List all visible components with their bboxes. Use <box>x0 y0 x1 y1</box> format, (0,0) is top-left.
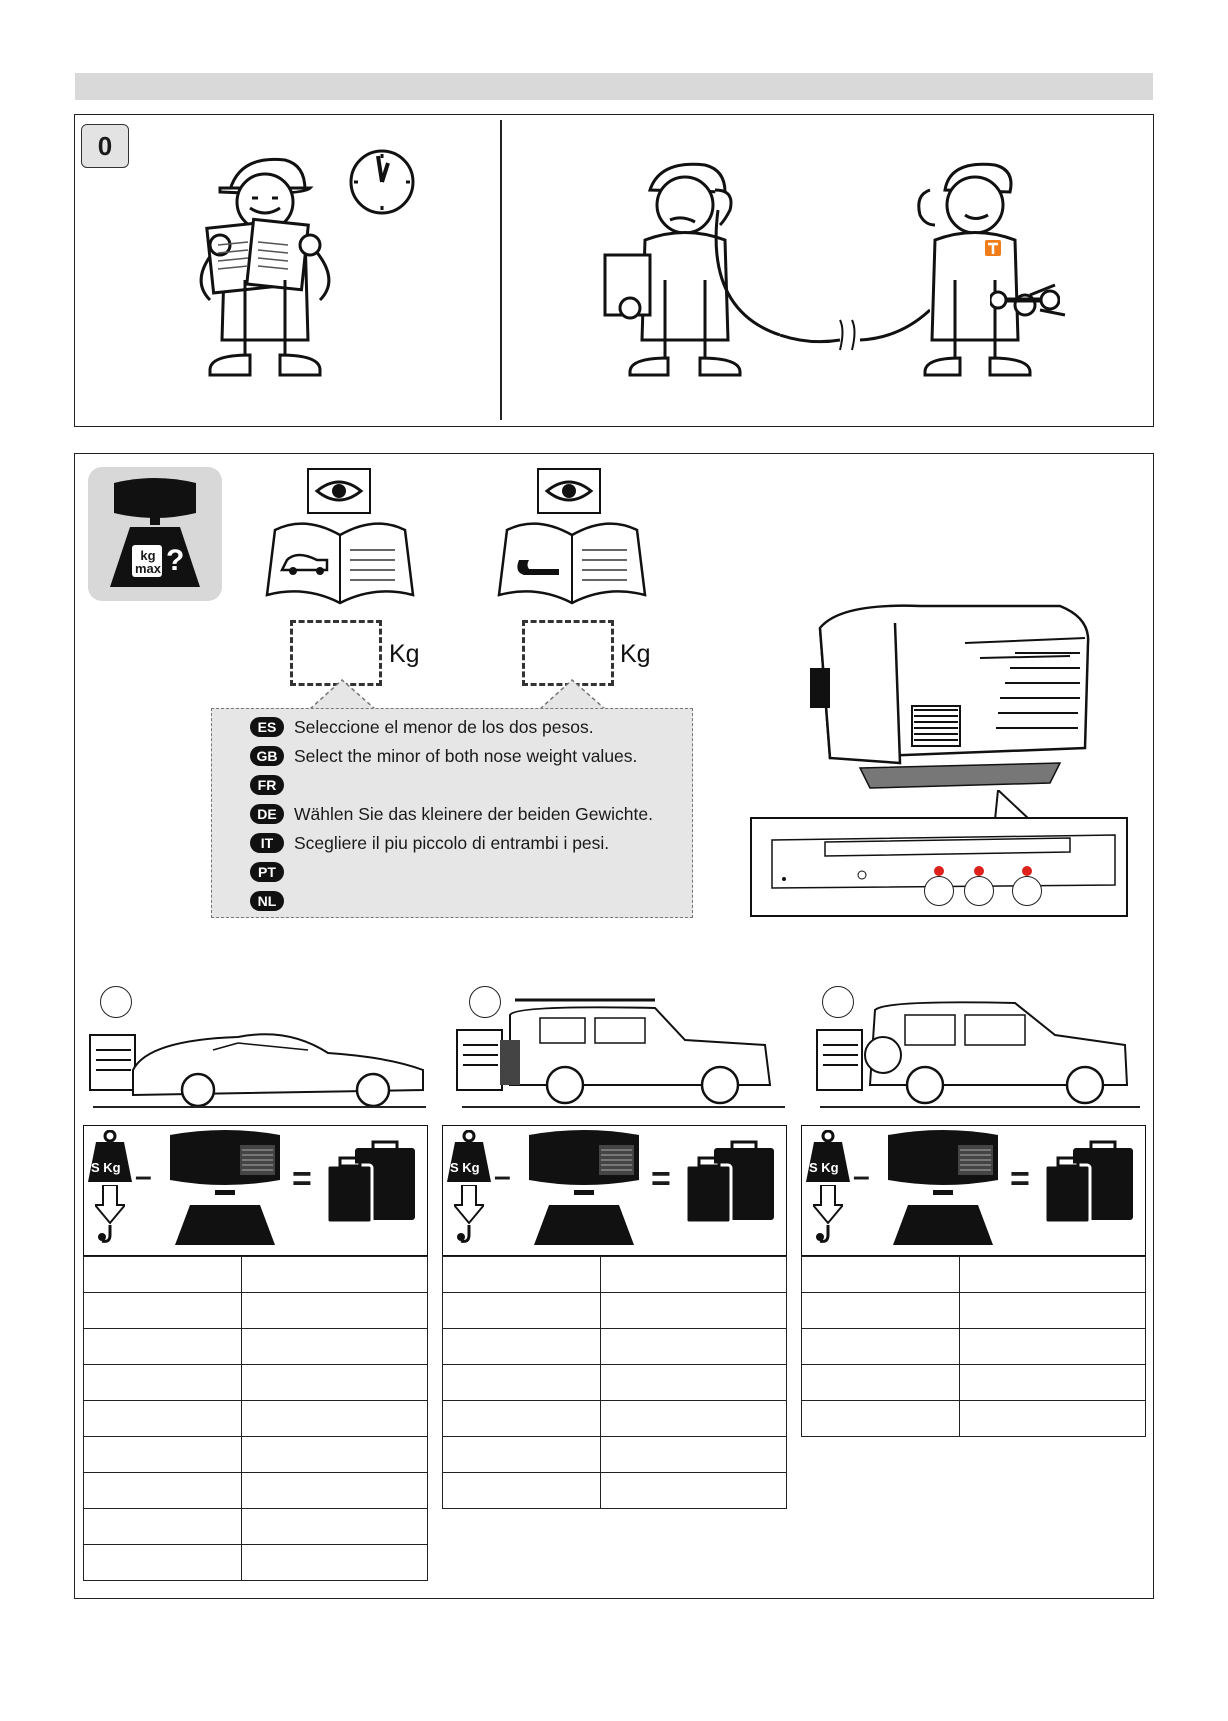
detail-pointer-lines <box>990 790 1050 820</box>
lang-instruction-text: Scegliere il piu piccolo di entrambi i pesi. <box>294 832 610 853</box>
weight-icon <box>806 1130 851 1185</box>
table-cell[interactable] <box>802 1365 960 1401</box>
eye-icon <box>307 468 371 516</box>
table-cell[interactable] <box>84 1545 242 1581</box>
table-cell[interactable] <box>443 1329 601 1365</box>
table-cell[interactable] <box>601 1473 787 1509</box>
mechanic-with-wrench-illustration <box>900 160 1070 380</box>
table-row <box>802 1257 1146 1293</box>
table-cell[interactable] <box>443 1365 601 1401</box>
position-marker-2 <box>964 876 994 906</box>
table-cell[interactable] <box>443 1257 601 1293</box>
minus-sign: – <box>494 1160 511 1193</box>
position-marker-1 <box>924 876 954 906</box>
table-cell[interactable] <box>960 1293 1146 1329</box>
worker-on-phone-illustration <box>600 160 780 380</box>
table-cell[interactable] <box>84 1365 242 1401</box>
table-row <box>802 1401 1146 1437</box>
table-row <box>802 1365 1146 1401</box>
table-cell[interactable] <box>84 1473 242 1509</box>
vehicle-manual-illustration <box>265 515 415 607</box>
language-instructions-callout <box>211 708 693 918</box>
vehicle-weight-table-2 <box>442 1256 787 1509</box>
table-row <box>84 1509 428 1545</box>
lang-row-fr <box>250 773 294 797</box>
wrench-icon <box>990 285 1060 315</box>
panel-divider <box>500 120 502 420</box>
table-row <box>84 1401 428 1437</box>
table-cell[interactable] <box>601 1257 787 1293</box>
table-row <box>443 1257 787 1293</box>
callout-pointers <box>300 678 620 710</box>
indicator-light <box>974 866 984 876</box>
equals-sign: = <box>651 1160 671 1198</box>
lang-code-badge: FR <box>250 775 284 795</box>
table-row <box>84 1473 428 1509</box>
table-cell[interactable] <box>84 1509 242 1545</box>
cargo-box-illustration <box>800 598 1095 813</box>
clock-icon <box>348 148 416 216</box>
table-cell[interactable] <box>242 1257 428 1293</box>
lang-code-badge: GB <box>250 746 284 766</box>
table-row <box>84 1329 428 1365</box>
luggage-icon <box>325 1140 420 1225</box>
table-row <box>443 1293 787 1329</box>
tow-hook-icon <box>454 1185 484 1245</box>
table-row <box>84 1545 428 1581</box>
lang-code-badge: IT <box>250 833 284 853</box>
indicator-light <box>1022 866 1032 876</box>
tow-hook-icon <box>95 1185 125 1245</box>
table-cell[interactable] <box>242 1401 428 1437</box>
table-cell[interactable] <box>242 1329 428 1365</box>
table-row <box>802 1329 1146 1365</box>
table-cell[interactable] <box>443 1473 601 1509</box>
table-row <box>443 1365 787 1401</box>
eye-icon <box>537 468 601 516</box>
table-cell[interactable] <box>242 1365 428 1401</box>
table-row <box>443 1329 787 1365</box>
minus-sign: – <box>853 1160 870 1193</box>
lang-code-badge: NL <box>250 891 284 911</box>
offroad-with-cargo-illustration <box>815 995 1135 1105</box>
table-cell[interactable] <box>84 1401 242 1437</box>
cargo-box-icon <box>165 1130 285 1248</box>
table-cell[interactable] <box>601 1329 787 1365</box>
table-cell[interactable] <box>960 1329 1146 1365</box>
tow-hook-icon <box>813 1185 843 1245</box>
weight-icon <box>88 1130 133 1185</box>
scale-icon <box>100 475 210 595</box>
table-cell[interactable] <box>601 1437 787 1473</box>
suv-with-cargo-illustration <box>455 990 775 1105</box>
formula-weight-label: S Kg <box>809 1160 839 1175</box>
table-cell[interactable] <box>84 1293 242 1329</box>
table-cell[interactable] <box>960 1401 1146 1437</box>
table-cell[interactable] <box>242 1473 428 1509</box>
kg-unit-label-vehicle: Kg <box>389 640 420 668</box>
lang-code-badge: ES <box>250 717 284 737</box>
table-row <box>443 1437 787 1473</box>
table-cell[interactable] <box>242 1509 428 1545</box>
header-bar <box>75 73 1153 100</box>
lang-instruction-text: Wählen Sie das kleinere der beiden Gewichte. <box>294 803 653 824</box>
scale-icon-kg-label <box>134 549 162 575</box>
table-cell[interactable] <box>802 1401 960 1437</box>
cargo-box-icon <box>883 1130 1003 1248</box>
vehicle-weight-table-1 <box>83 1256 428 1581</box>
table-cell[interactable] <box>802 1293 960 1329</box>
table-cell[interactable] <box>242 1545 428 1581</box>
table-cell[interactable] <box>443 1401 601 1437</box>
table-cell[interactable] <box>802 1257 960 1293</box>
vehicle-formula-2 <box>444 1130 784 1250</box>
vehicle-weight-table-3 <box>801 1256 1146 1437</box>
table-cell[interactable] <box>601 1401 787 1437</box>
ground-line <box>820 1106 1140 1108</box>
vehicle-formula-3 <box>803 1130 1143 1250</box>
weight-icon <box>447 1130 492 1185</box>
table-cell[interactable] <box>802 1329 960 1365</box>
sedan-with-cargo-illustration <box>88 1015 428 1107</box>
indicator-light <box>934 866 944 876</box>
kg-unit-label-towbar: Kg <box>620 640 651 668</box>
towbar-manual-illustration <box>497 515 647 607</box>
table-cell[interactable] <box>601 1365 787 1401</box>
table-cell[interactable] <box>84 1329 242 1365</box>
lang-code-badge: PT <box>250 862 284 882</box>
lang-row-es <box>250 715 594 739</box>
lang-instruction-text: Select the minor of both nose weight values. <box>294 745 638 766</box>
step-number-badge: 0 <box>81 124 129 168</box>
formula-weight-label: S Kg <box>91 1160 121 1175</box>
table-cell[interactable] <box>242 1437 428 1473</box>
table-cell[interactable] <box>84 1257 242 1293</box>
lang-code-badge: DE <box>250 804 284 824</box>
table-cell[interactable] <box>242 1293 428 1329</box>
ground-line <box>462 1106 785 1108</box>
table-cell[interactable] <box>443 1293 601 1329</box>
table-row <box>443 1401 787 1437</box>
table-cell[interactable] <box>601 1293 787 1329</box>
table-cell[interactable] <box>960 1257 1146 1293</box>
minus-sign: – <box>135 1160 152 1193</box>
lang-row-pt <box>250 860 294 884</box>
table-row <box>84 1293 428 1329</box>
lang-row-it <box>250 831 609 855</box>
position-marker-3 <box>1012 876 1042 906</box>
table-cell[interactable] <box>960 1365 1146 1401</box>
kg-entry-box-towbar <box>522 620 614 686</box>
equals-sign: = <box>292 1160 312 1198</box>
scale-max-text: max <box>134 561 162 576</box>
table-row <box>443 1473 787 1509</box>
lang-row-nl <box>250 889 294 913</box>
ground-line <box>93 1106 426 1108</box>
luggage-icon <box>684 1140 779 1225</box>
scale-kg-text: kg <box>140 548 156 563</box>
table-row <box>84 1365 428 1401</box>
lang-row-de <box>250 802 653 826</box>
table-row <box>84 1257 428 1293</box>
luggage-icon <box>1043 1140 1138 1225</box>
equals-sign: = <box>1010 1160 1030 1198</box>
worker-reading-manual-illustration <box>190 150 350 380</box>
table-cell[interactable] <box>84 1437 242 1473</box>
formula-weight-label: S Kg <box>450 1160 480 1175</box>
vehicle-option-1-marker <box>100 986 132 1018</box>
table-row <box>84 1437 428 1473</box>
kg-entry-box-vehicle <box>290 620 382 686</box>
table-row <box>802 1293 1146 1329</box>
table-cell[interactable] <box>443 1437 601 1473</box>
lang-instruction-text: Seleccione el menor de los dos pesos. <box>294 716 594 737</box>
cargo-box-icon <box>524 1130 644 1248</box>
lang-row-gb <box>250 744 637 768</box>
vehicle-formula-1 <box>85 1130 425 1250</box>
scale-question-mark: ? <box>166 544 185 577</box>
